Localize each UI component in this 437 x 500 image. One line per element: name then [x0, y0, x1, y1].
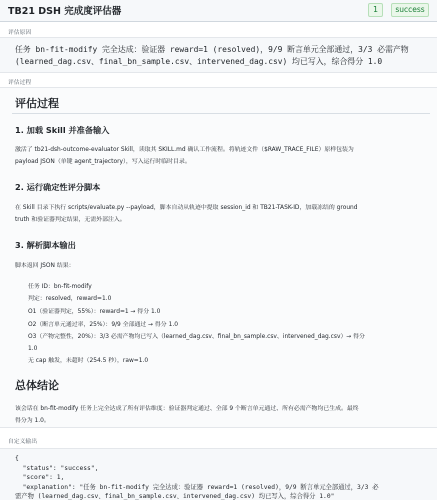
step3-title: 3. 解析脚本输出 [15, 240, 76, 250]
code-line: 需产物 (learned_dag.csv、final_bn_sample.csv、intervened_dag.csv) 均已写入，综合得分 1.0" [15, 493, 335, 500]
step3-intro: 脚本返回 JSON 结果： [15, 263, 75, 269]
list-item: 无 cap 触发，未超时（254.5 秒），raw=1.0 [28, 358, 149, 364]
output-box [0, 448, 437, 500]
conclusion-text: 得分为 1.0。 [15, 418, 50, 424]
code-line: { [15, 455, 19, 462]
list-item: O1（验证器判定，55%）：reward=1 → 得分 1.0 [28, 309, 161, 315]
list-item: O2（断言单元通过率，25%）：9/9 全部通过 → 得分 1.0 [28, 322, 178, 328]
header-bar [0, 0, 437, 22]
step1-title: 1. 加载 Skill 并准备输入 [15, 125, 110, 135]
code-line: "status": "success", [15, 464, 99, 472]
list-item: 判定：resolved，reward=1.0 [28, 296, 112, 302]
page-title: TB21 DSH 完成度评估器 [8, 6, 122, 17]
reason-label: 评估原因 [8, 30, 32, 36]
process-panel [0, 87, 437, 428]
step2-title: 2. 运行确定性评分脚本 [15, 182, 101, 192]
code-line: "explanation": "任务 bn-fit-modify 完全达成：验证器 reward=1 (resolved)，9/9 断言单元全部通过，3/3 必 [15, 483, 379, 491]
score-badge: 1 [368, 3, 383, 17]
process-label: 评估过程 [8, 80, 32, 86]
reason-line: 任务 bn-fit-modify 完全达成：验证器 reward=1 (resolved)，9/9 断言单元全部通过，3/3 必需产物 [15, 45, 409, 54]
step2-text: truth 和验证器判定结果，无需外部注入。 [15, 217, 126, 223]
list-item: 1.0 [28, 346, 38, 352]
status-badge: success [391, 3, 429, 17]
step1-text: payload JSON（单键 agent_trajectory），写入运行时临时目录。 [15, 159, 191, 165]
conclusion-text: 该会话在 bn-fit-modify 任务上完全达成了所有评估维度：验证器判定通过、全部 9 个断言单元通过、所有必需产物均已生成。最终 [15, 406, 359, 412]
code-line: "score": 1, [15, 474, 65, 481]
heading-divider [12, 113, 430, 114]
process-heading: 评估过程 [15, 97, 59, 110]
reason-line: (learned_dag.csv、final_bn_sample.csv、intervened_dag.csv) 均已写入，综合得分 1.0 [15, 57, 383, 66]
output-label: 自定义输出 [8, 439, 37, 445]
reason-box [0, 37, 437, 73]
list-item: O3（产物完整性，20%）：3/3 必需产物均已写入（learned_dag.csv、final_bn_sample.csv、intervened_dag.csv）→ 得分 [28, 334, 365, 340]
list-item: 任务 ID：bn-fit-modify [28, 284, 92, 290]
reason-text [15, 44, 435, 68]
step1-text: 激活了 tb21-dsh-outcome-evaluator Skill，读取其 SKILL.md 确认工作流程。将轨迹文件（$RAW_TRACE_FILE）原样包装为 [15, 147, 354, 153]
conclusion-title: 总体结论 [15, 379, 59, 392]
step2-text: 在 Skill 目录下执行 scripts/evaluate.py --payload，脚本自动从轨迹中提取 session_id 和 TB21-TASK-ID，加载冻结的 ground [15, 205, 358, 211]
